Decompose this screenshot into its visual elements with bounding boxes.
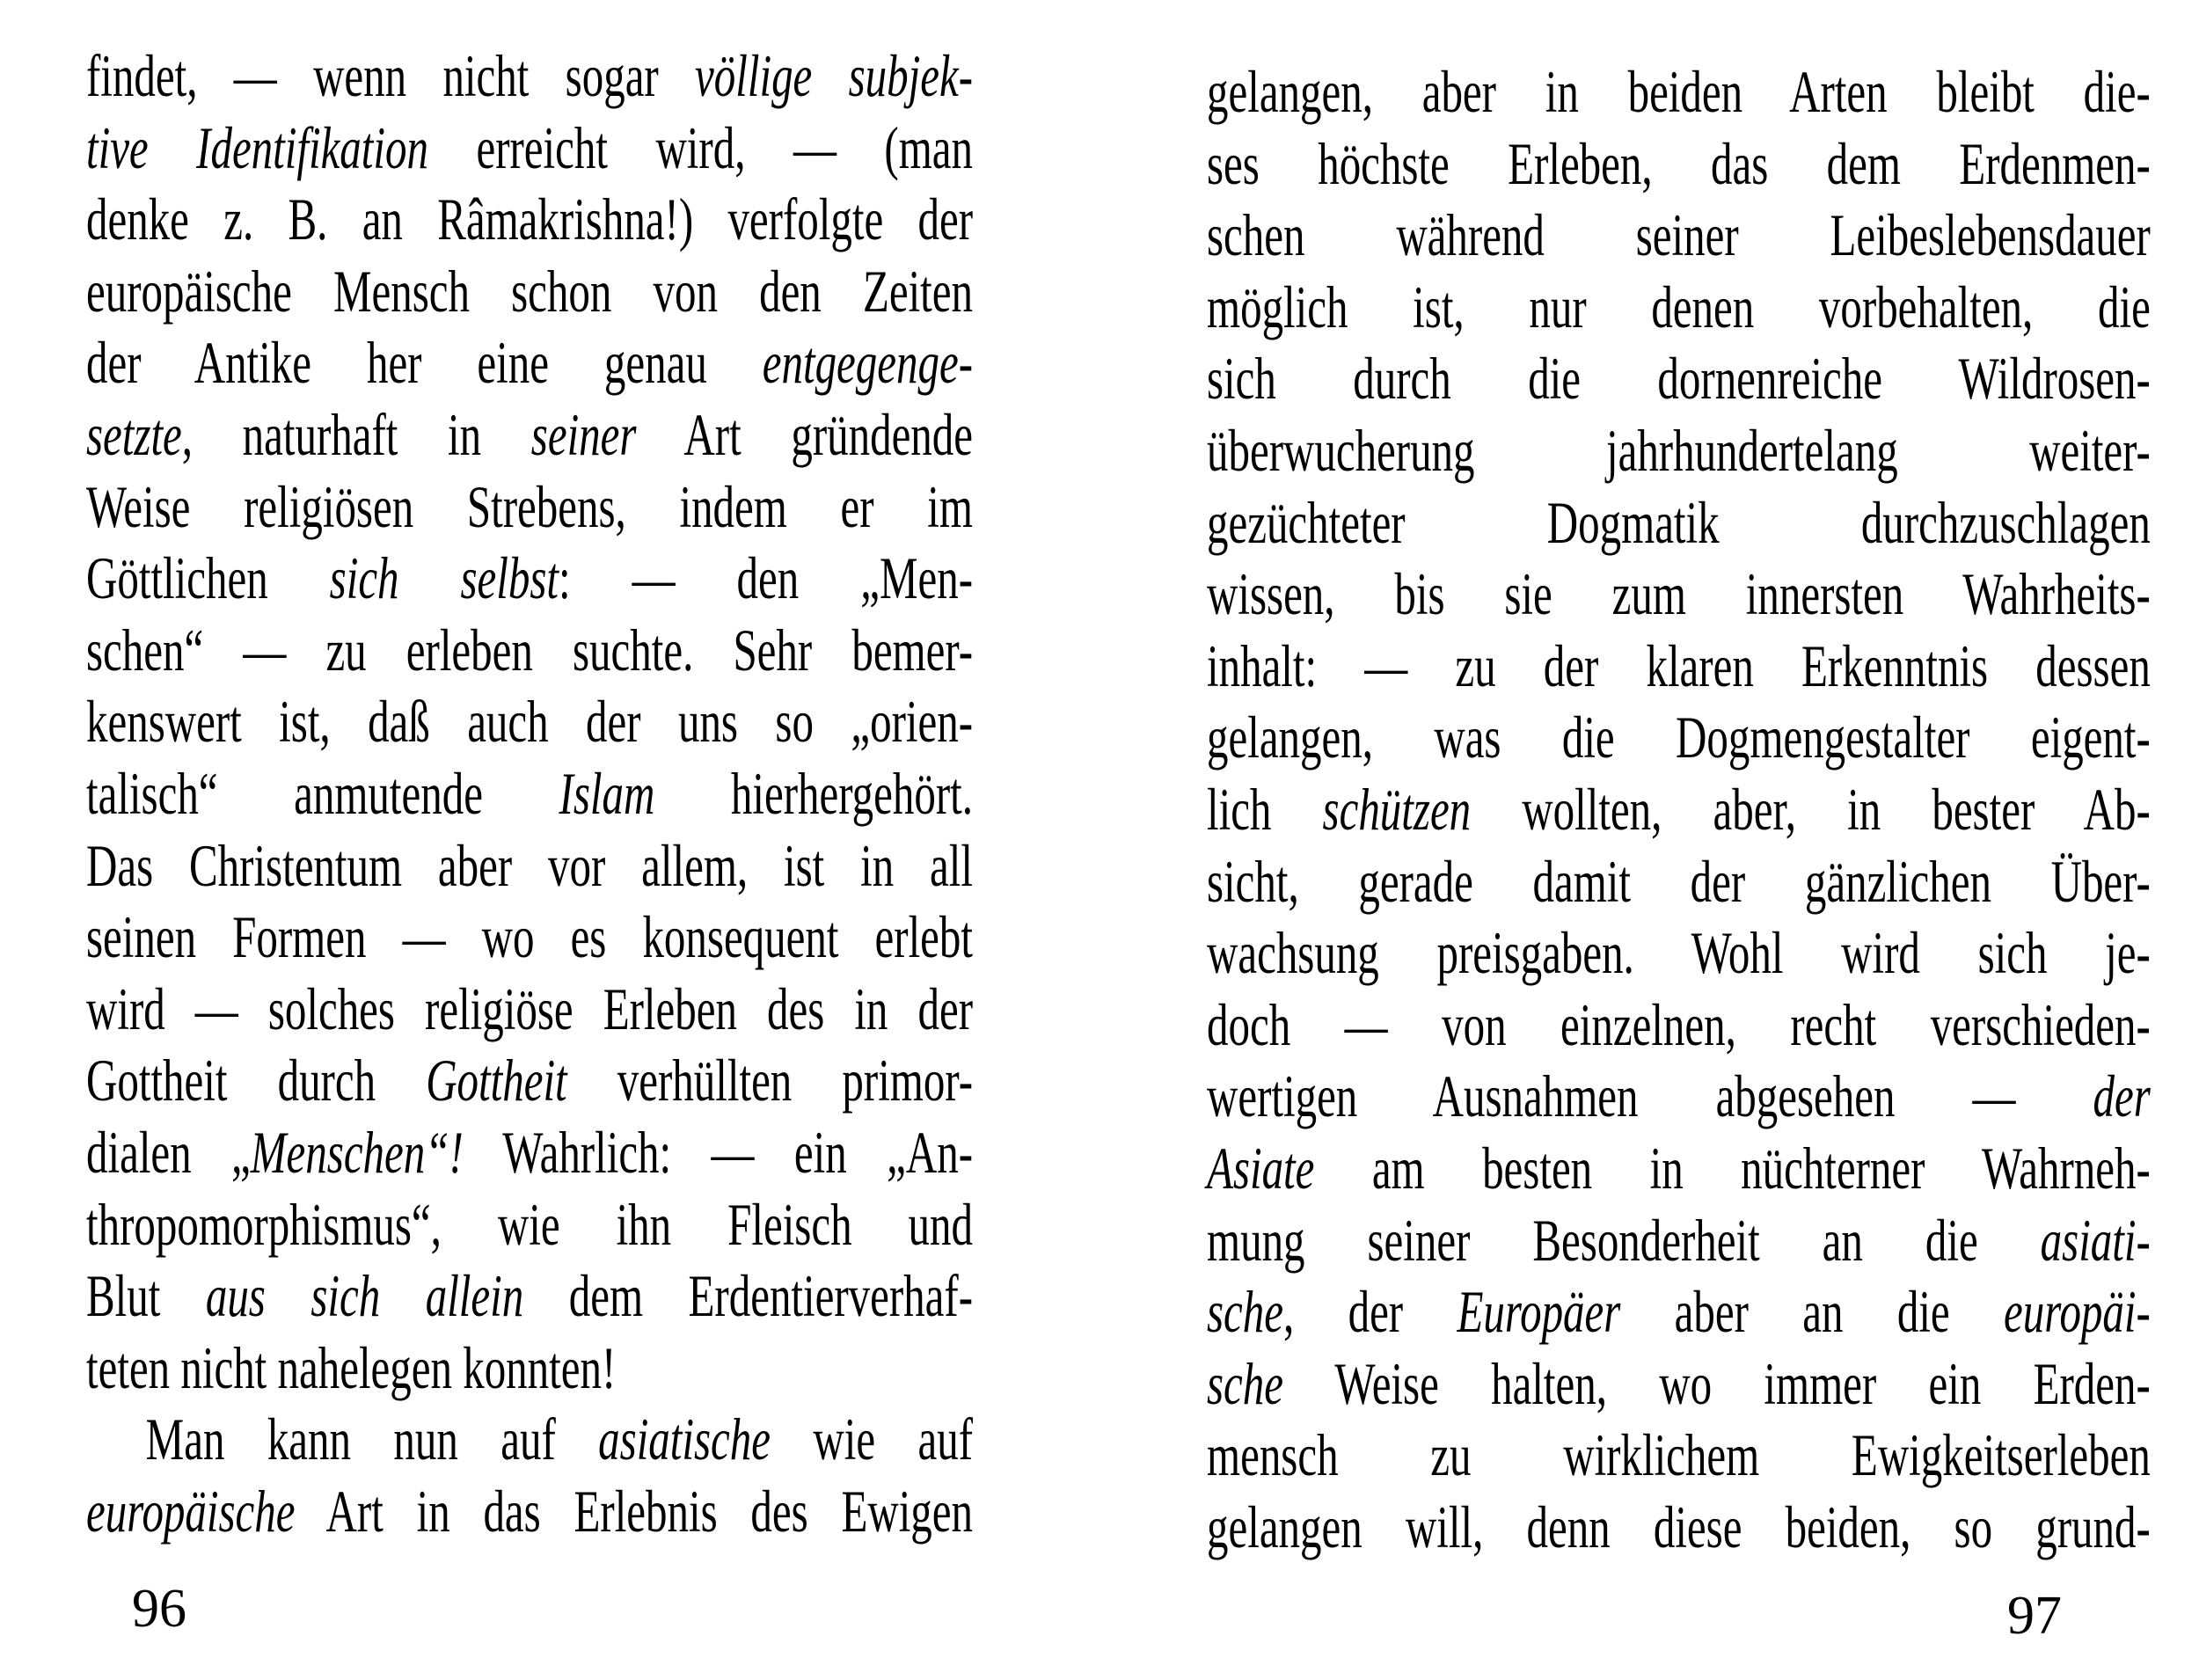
text-line (86, 1045, 973, 1117)
text-run: Blut (86, 1262, 206, 1330)
text-line (86, 1476, 973, 1548)
text-line (86, 758, 973, 830)
text-line (86, 1333, 973, 1405)
text-line (1207, 1348, 2151, 1421)
text-run: dem Erdentierverhaf- (523, 1262, 973, 1330)
text-line (1207, 631, 2151, 703)
italic-text-run: seiner (530, 400, 637, 468)
text-run: mensch zu wirklichem Ewigkeitserleben (1207, 1421, 2151, 1489)
text-line (1207, 272, 2151, 344)
italic-text-run: europäische (86, 1477, 296, 1545)
text-line (86, 543, 973, 615)
text-line (86, 1260, 973, 1333)
text-line (1207, 990, 2151, 1062)
text-run: denke z. B. an Râmakrishna!) verfolgte der (86, 186, 973, 253)
text-line (86, 1189, 973, 1261)
text-line (86, 256, 973, 328)
text-line (1207, 200, 2151, 272)
italic-text-run: sche (1207, 1349, 1283, 1417)
text-line (1207, 1276, 2151, 1348)
text-run: : — den „Men- (559, 544, 974, 612)
text-line (1207, 1205, 2151, 1277)
text-line (1207, 56, 2151, 128)
text-run: verhüllten primor- (566, 1047, 973, 1114)
text-run: Man kann nun auf (145, 1406, 599, 1473)
text-run: Art gründende (636, 400, 973, 468)
text-run: kenswert ist, daß auch der uns so „orien- (86, 688, 973, 756)
italic-text-run: sich selbst (329, 544, 559, 612)
text-line (1207, 487, 2151, 559)
italic-text-run: europäi- (2004, 1278, 2151, 1346)
text-line (86, 1404, 973, 1476)
page-right-lines (1207, 56, 2151, 1563)
text-line (1207, 415, 2151, 487)
text-run: wachsung preisgaben. Wohl wird sich je- (1207, 919, 2151, 987)
text-run: möglich ist, nur denen vorbehalten, die (1207, 273, 2151, 340)
text-line (1207, 774, 2151, 846)
text-run: der Antike her eine genau (86, 329, 763, 397)
text-run: findet, — wenn nicht sogar (86, 42, 696, 109)
text-run: schen“ — zu erleben suchte. Sehr bemer- (86, 616, 973, 683)
text-line (1207, 846, 2151, 918)
italic-text-run: schützen (1322, 775, 1472, 843)
text-run: Das Christentum aber vor allem, ist in all (86, 831, 973, 899)
text-run: , naturhaft in (181, 400, 531, 468)
text-run: wollten, aber, in bester Ab- (1471, 775, 2151, 843)
text-run: hierhergehört. (654, 759, 973, 827)
text-run: gezüchteter Dogmatik durchzuschlagen (1207, 488, 2151, 556)
text-run: aber an die (1620, 1278, 2005, 1346)
text-line (1207, 702, 2151, 774)
page-right-text (1207, 56, 2151, 1563)
text-line (86, 974, 973, 1046)
text-run: gelangen, was die Dogmengestalter eigent- (1207, 704, 2151, 771)
text-run: thropomorphismus“, wie ihn Fleisch und (86, 1190, 973, 1258)
text-run: Göttlichen (86, 544, 330, 612)
text-run: ses höchste Erleben, das dem Erdenmen- (1207, 129, 2151, 197)
text-run: inhalt: — zu der klaren Erkenntnis dessen (1207, 632, 2151, 699)
italic-text-run: asiatische (598, 1406, 771, 1473)
text-line (1207, 343, 2151, 415)
text-line (86, 327, 973, 399)
text-run: gelangen will, denn diese beiden, so grund- (1207, 1493, 2151, 1560)
text-run: gelangen, aber in beiden Arten bleibt die- (1207, 58, 2151, 125)
text-line (86, 40, 973, 113)
text-run: seinen Formen — wo es konsequent erlebt (86, 903, 973, 971)
page-left-lines (86, 40, 973, 1547)
italic-text-run: völlige subjek- (695, 42, 973, 109)
italic-text-run: aus sich allein (205, 1262, 524, 1330)
text-line (1207, 1492, 2151, 1564)
text-run: europäische Mensch schon von den Zeiten (86, 257, 973, 325)
text-line (1207, 917, 2151, 990)
text-line (86, 830, 973, 902)
italic-text-run: sche (1207, 1278, 1283, 1346)
text-run: dialen „ (86, 1118, 251, 1186)
text-run: erreicht wird, — (man (427, 113, 974, 181)
text-run: talisch“ anmutende (86, 759, 559, 827)
text-line (86, 399, 973, 471)
text-line (86, 113, 973, 185)
text-line (1207, 559, 2151, 631)
text-line (86, 902, 973, 974)
page-left-text (86, 40, 973, 1547)
text-run: Weise halten, wo immer ein Erden- (1282, 1349, 2151, 1417)
text-run: wissen, bis sie zum innersten Wahrheits- (1207, 560, 2151, 628)
text-run: am besten in nüchterner Wahrneh- (1314, 1134, 2151, 1202)
text-run: Wahrlich: — ein „An- (463, 1118, 973, 1186)
text-run: Gottheit durch (86, 1047, 427, 1114)
text-run: Weise religiösen Strebens, indem er im (86, 472, 973, 540)
text-line (86, 471, 973, 544)
text-run: überwucherung jahrhundertelang weiter- (1207, 416, 2151, 484)
text-line (86, 615, 973, 687)
italic-text-run: Islam (559, 759, 655, 827)
text-line (1207, 1061, 2151, 1133)
text-run: sich durch die dornenreiche Wildrosen- (1207, 345, 2151, 413)
text-run: teten nicht nahelegen konnten! (86, 1333, 617, 1401)
page-number-right: 97 (2007, 1586, 2062, 1646)
italic-text-run: Asiate (1207, 1134, 1315, 1202)
text-run: lich (1207, 775, 1323, 843)
italic-text-run: der (2093, 1063, 2151, 1130)
text-line (1207, 128, 2151, 201)
italic-text-run: entgegenge- (762, 329, 973, 397)
italic-text-run: Gottheit (426, 1047, 567, 1114)
text-run: wird — solches religiöse Erleben des in der (86, 975, 973, 1042)
text-run: mung seiner Besonderheit an die (1207, 1206, 2041, 1274)
italic-text-run: asiati- (2040, 1206, 2151, 1274)
text-run: Art in das Erlebnis des Ewigen (295, 1477, 973, 1545)
text-run: doch — von einzelnen, recht verschieden- (1207, 990, 2151, 1058)
text-run: , der (1282, 1278, 1457, 1346)
text-line (1207, 1133, 2151, 1205)
text-run: sicht, gerade damit der gänzlichen Über- (1207, 847, 2151, 915)
text-line (86, 184, 973, 256)
text-line (1207, 1420, 2151, 1492)
text-line (86, 1117, 973, 1189)
italic-text-run: Europäer (1457, 1278, 1621, 1346)
italic-text-run: tive Identifikation (86, 113, 428, 181)
text-run: wertigen Ausnahmen abgesehen — (1207, 1063, 2093, 1130)
italic-text-run: Menschen“! (250, 1118, 464, 1186)
text-line (86, 686, 973, 758)
text-run: wie auf (770, 1406, 973, 1473)
italic-text-run: setzte (86, 400, 182, 468)
text-run: schen während seiner Leibeslebensdauer (1207, 201, 2151, 269)
page-number-left: 96 (132, 1579, 186, 1639)
